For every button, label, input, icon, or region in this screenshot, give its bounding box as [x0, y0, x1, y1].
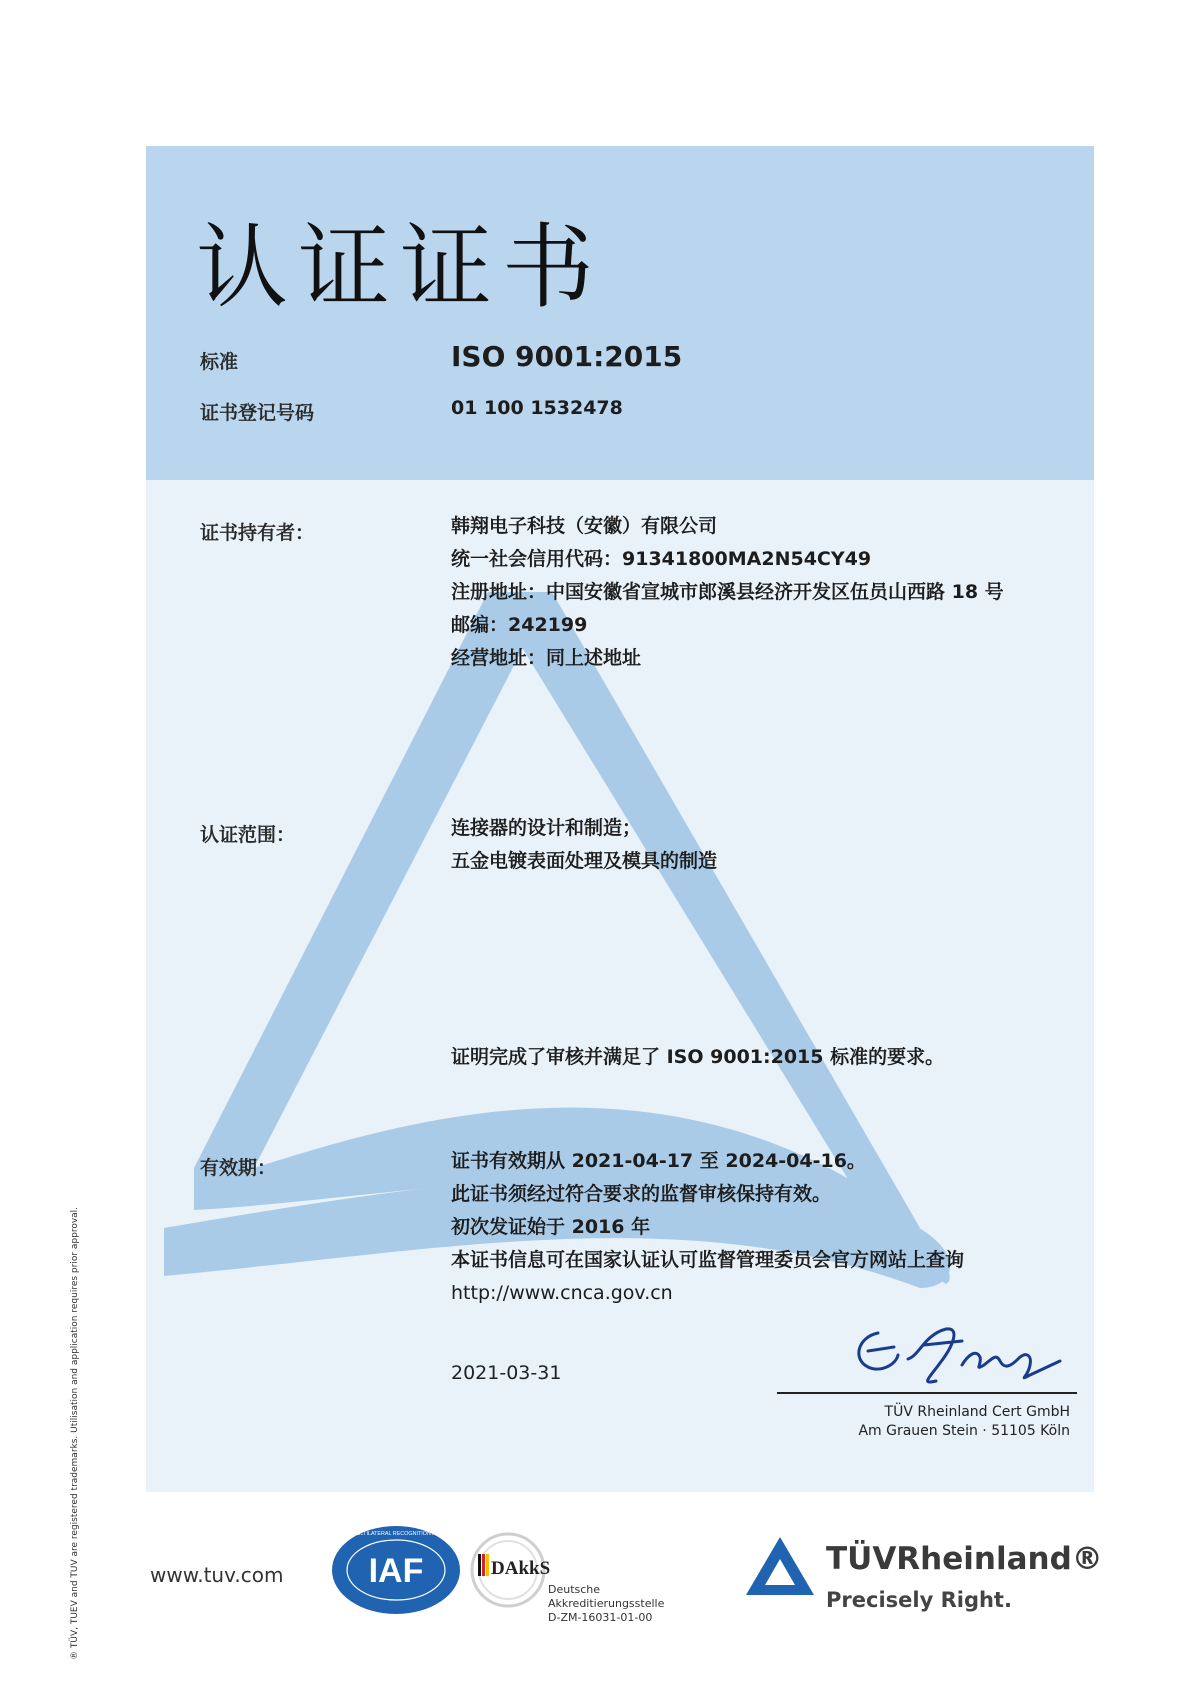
scope-details [451, 812, 717, 878]
dakks-name: DAkkS [491, 1558, 551, 1579]
scope-label: 认证范围： [200, 824, 296, 846]
issue-date: 2021-03-31 [451, 1362, 562, 1384]
certificate-title: 认证证书 [196, 214, 605, 321]
registration-number: 01 100 1532478 [451, 397, 623, 419]
iaf-logo [318, 1524, 474, 1616]
validity-condition: 此证书须经过符合要求的监督审核保持有效。 [451, 1183, 832, 1205]
iaf-text: IAF [368, 1552, 424, 1590]
dakks-line: Akkreditierungsstelle [548, 1597, 665, 1610]
tuv-tagline: Precisely Right. [826, 1588, 1012, 1612]
standard-label: 标准 [200, 351, 239, 373]
tuv-brand-name: TÜVRheinland® [826, 1541, 1103, 1577]
dakks-line: D-ZM-16031-01-00 [548, 1611, 653, 1624]
standard-value: ISO 9001:2015 [451, 340, 683, 373]
holder-business-address: 经营地址：同上述地址 [451, 647, 642, 669]
iaf-ring-text: MEMBER OF MULTILATERAL RECOGNITION ARRANGEMENT [318, 1531, 474, 1537]
scope-line: 五金电镀表面处理及模具的制造 [451, 850, 718, 872]
dakks-caption [548, 1583, 664, 1625]
scope-line: 连接器的设计和制造； [451, 817, 642, 839]
trademark-note: ® TÜV, TUEV and TUV are registered trademarks. Utilisation and application requires prior approval. [70, 1206, 80, 1660]
tuv-triangle-logo [746, 1537, 814, 1599]
issuer-address: Am Grauen Stein · 51105 Köln [858, 1423, 1070, 1439]
signature [850, 1315, 1065, 1395]
footer-website[interactable]: www.tuv.com [150, 1563, 284, 1587]
holder-company-name: 韩翔电子科技（安徽）有限公司 [451, 515, 718, 537]
dakks-line: Deutsche [548, 1583, 601, 1596]
registration-label: 证书登记号码 [200, 402, 315, 424]
signature-line [777, 1392, 1077, 1394]
validity-label: 有效期： [200, 1157, 277, 1179]
holder-registered-address: 注册地址：中国安徽省宣城市郎溪县经济开发区伍员山西路 18 号 [451, 581, 1004, 603]
verification-note: 本证书信息可在国家认证认可监督管理委员会官方网站上查询 [451, 1249, 965, 1271]
issuer-block [800, 1403, 1070, 1441]
holder-credit-code: 统一社会信用代码：91341800MA2N54CY49 [451, 548, 872, 570]
conformity-statement: 证明完成了审核并满足了 ISO 9001:2015 标准的要求。 [451, 1046, 945, 1068]
dakks-logo [468, 1530, 556, 1618]
issuer-name: TÜV Rheinland Cert GmbH [884, 1404, 1070, 1420]
validity-details [451, 1145, 964, 1310]
validity-period: 证书有效期从 2021-04-17 至 2024-04-16。 [451, 1150, 866, 1172]
initial-issue: 初次发证始于 2016 年 [451, 1216, 651, 1238]
cnca-url[interactable]: http://www.cnca.gov.cn [451, 1282, 673, 1304]
holder-postcode: 邮编：242199 [451, 614, 588, 636]
holder-details [451, 510, 1004, 675]
holder-label: 证书持有者： [200, 522, 315, 544]
